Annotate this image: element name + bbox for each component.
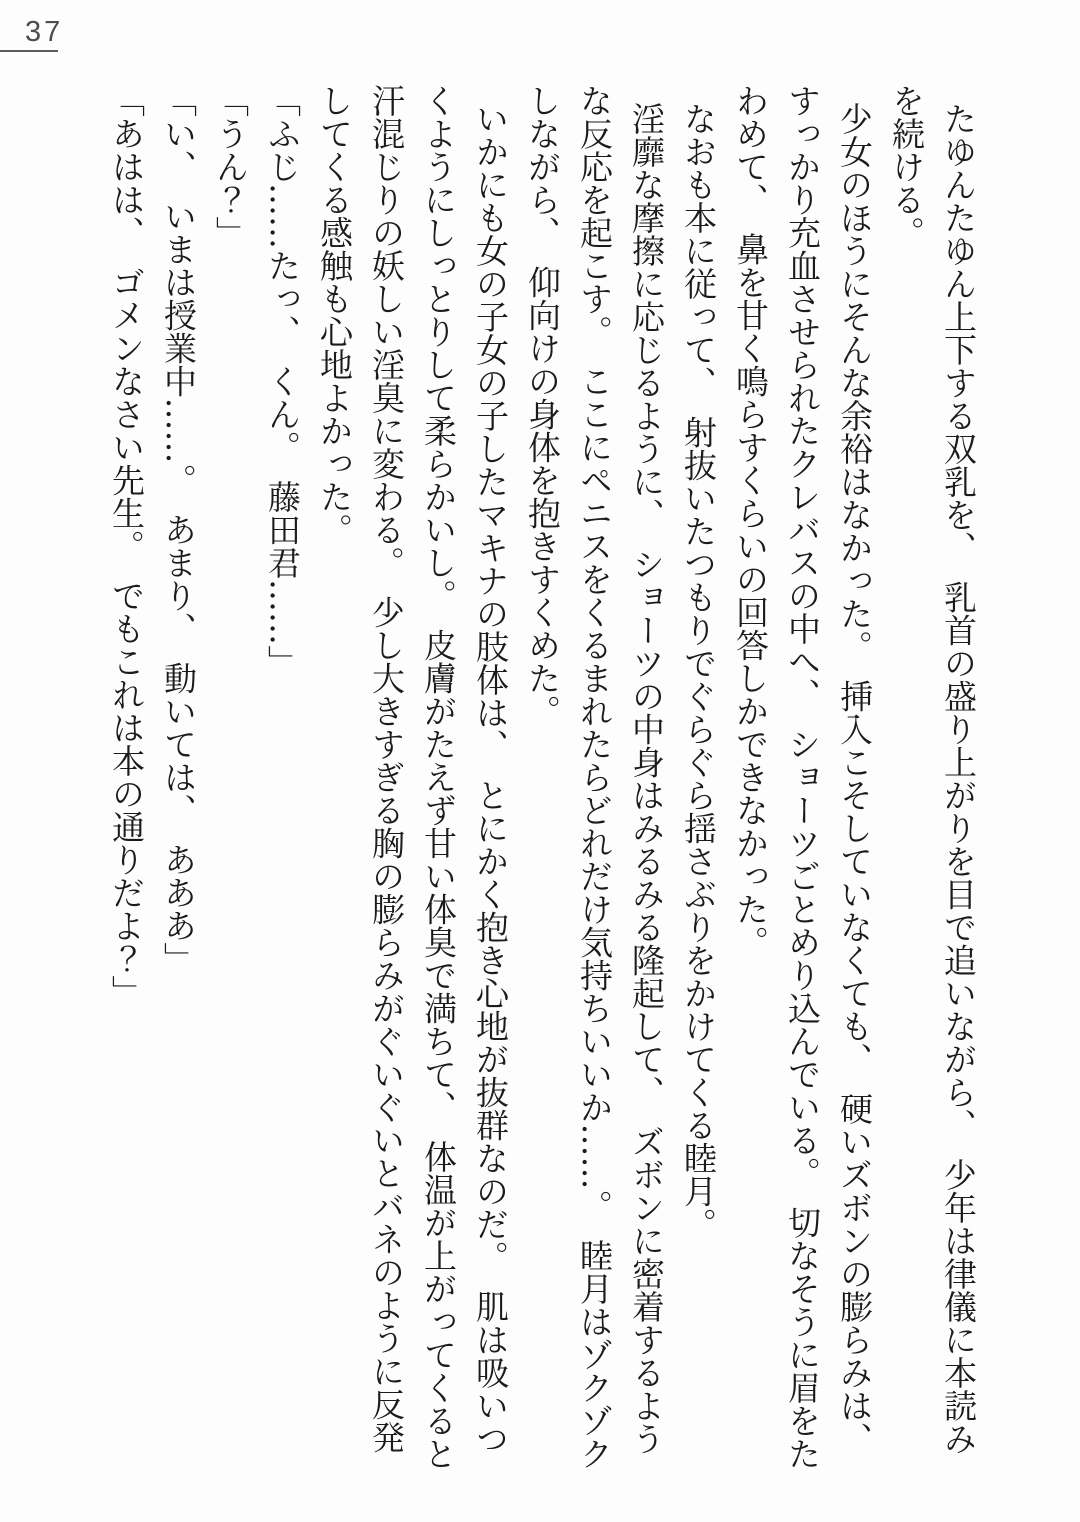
page-number-rule xyxy=(0,50,58,52)
narrative-paragraph-3: なおも本に従って、 射抜いたつもりでぐらぐら揺さぶりをかけてくる睦月。 xyxy=(679,102,718,1241)
dialogue-line-3: 「い、 いまは授業中……。 あまり、 動いては、 あああ」 xyxy=(159,84,198,975)
vertical-text-block xyxy=(100,84,984,1482)
narrative-paragraph-4: 淫靡な摩擦に応じるように、 ショーツの中身はみるみる隆起して、 ズボンに密着するような反応を起こす。 ここにペニスをくるまれたらどれだけ気持ちいいか……。 睦月はゾクゾクしながら、 仰向けの身体を抱きすくめた。 xyxy=(523,84,666,1470)
dialogue-line-4: 「あはは、 ゴメンなさい先生。 でもこれは本の通りだよ？」 xyxy=(107,84,146,1008)
dialogue-line-2: 「うん？」 xyxy=(211,84,250,249)
page-number: 37 xyxy=(25,16,64,48)
narrative-paragraph-1: たゆんたゆん上下する双乳を、 乳首の盛り上がりを目で追いながら、 少年は律儀に本読みを続ける。 xyxy=(887,84,978,1455)
narrative-paragraph-2: 少女のほうにそんな余裕はなかった。 挿入こそしていなくても、 硬いズボンの膨らみは、すっかり充血させられたクレバスの中へ、 ショーツごとめり込んでいる。 切なそうに眉をたわめて、 鼻を甘く鳴らすくらいの回答しかできなかった。 xyxy=(731,84,874,1470)
dialogue-line-1: 「ふじ……たっ、 くん。 藤田君……」 xyxy=(263,84,302,678)
narrative-paragraph-5: いかにも女の子女の子したマキナの肢体は、 とにかく抱き心地が抜群なのだ。 肌は吸いつくようにしっとりして柔らかいし。 皮膚がたえず甘い体臭で満ちて、 体温が上がってくると汗混じりの妖しい淫臭に変わる。 少し大きすぎる胸の膨らみがぐいぐいとバネのように反発してくる感触も心地よかった。 xyxy=(315,84,510,1470)
